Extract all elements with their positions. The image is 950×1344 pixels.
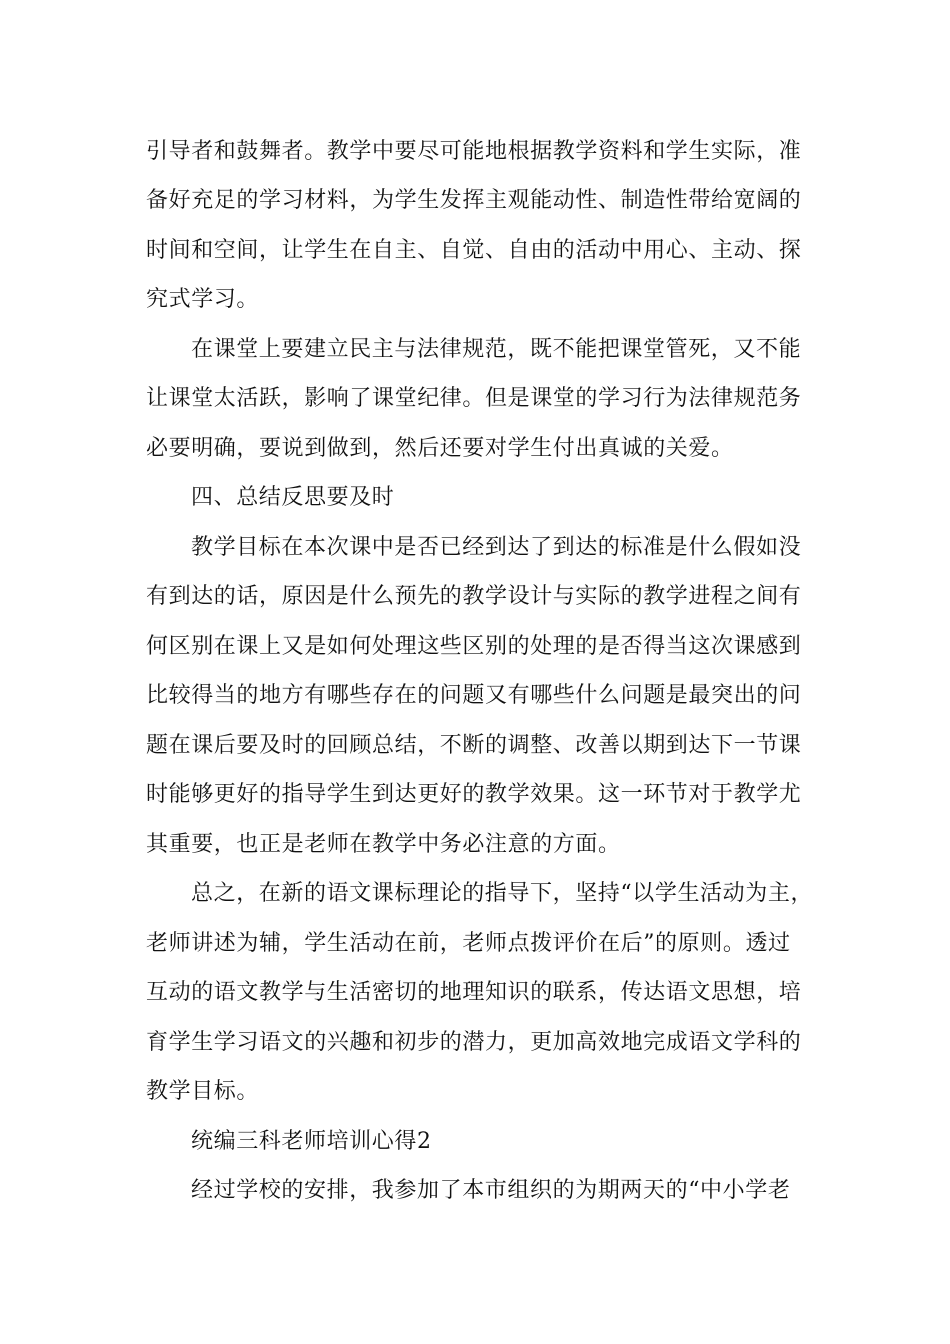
- text-line: 时间和空间，让学生在自主、自觉、自由的活动中用心、主动、探: [146, 238, 802, 263]
- text-line: 究式学习。: [146, 287, 260, 312]
- paragraph-first-line: 经过学校的安排，我参加了本市组织的为期两天的“中小学老: [191, 1178, 791, 1203]
- paragraph-first-line: 教学目标在本次课中是否已经到达了到达的标准是什么假如没: [191, 535, 802, 560]
- text-line: 时能够更好的指导学生到达更好的教学效果。这一环节对于教学尤: [146, 782, 802, 807]
- text-line: 教学目标。: [146, 1079, 260, 1104]
- text-line: 老师讲述为辅，学生活动在前，老师点拨评价在后”的原则。透过: [146, 931, 791, 956]
- text-line: 育学生学习语文的兴趣和初步的潜力，更加高效地完成语文学科的: [146, 1030, 802, 1055]
- text-line: 引导者和鼓舞者。教学中要尽可能地根据教学资料和学生实际，准: [146, 139, 802, 164]
- article-title: 统编三科老师培训心得2: [191, 1129, 432, 1154]
- text-line: 有到达的话，原因是什么预先的教学设计与实际的教学进程之间有: [146, 584, 802, 609]
- paragraph-first-line: 总之，在新的语文课标理论的指导下，坚持“以学生活动为主，: [191, 881, 814, 906]
- text-line: 必要明确，要说到做到，然后还要对学生付出真诚的关爱。: [146, 436, 734, 461]
- text-line: 备好充足的学习材料，为学生发挥主观能动性、制造性带给宽阔的: [146, 188, 802, 213]
- text-line: 何区别在课上又是如何处理这些区别的处理的是否得当这次课感到: [146, 634, 802, 659]
- paragraph-first-line: 在课堂上要建立民主与法律规范，既不能把课堂管死，又不能: [191, 337, 802, 362]
- text-line: 比较得当的地方有哪些存在的问题又有哪些什么问题是最突出的问: [146, 683, 802, 708]
- text-line: 互动的语文教学与生活密切的地理知识的联系，传达语文思想，培: [146, 980, 802, 1005]
- text-line: 其重要，也正是老师在教学中务必注意的方面。: [146, 832, 621, 857]
- text-line: 让课堂太活跃，影响了课堂纪律。但是课堂的学习行为法律规范务: [146, 386, 802, 411]
- text-line: 题在课后要及时的回顾总结，不断的调整、改善以期到达下一节课: [146, 733, 802, 758]
- section-heading: 四、总结反思要及时: [191, 485, 395, 510]
